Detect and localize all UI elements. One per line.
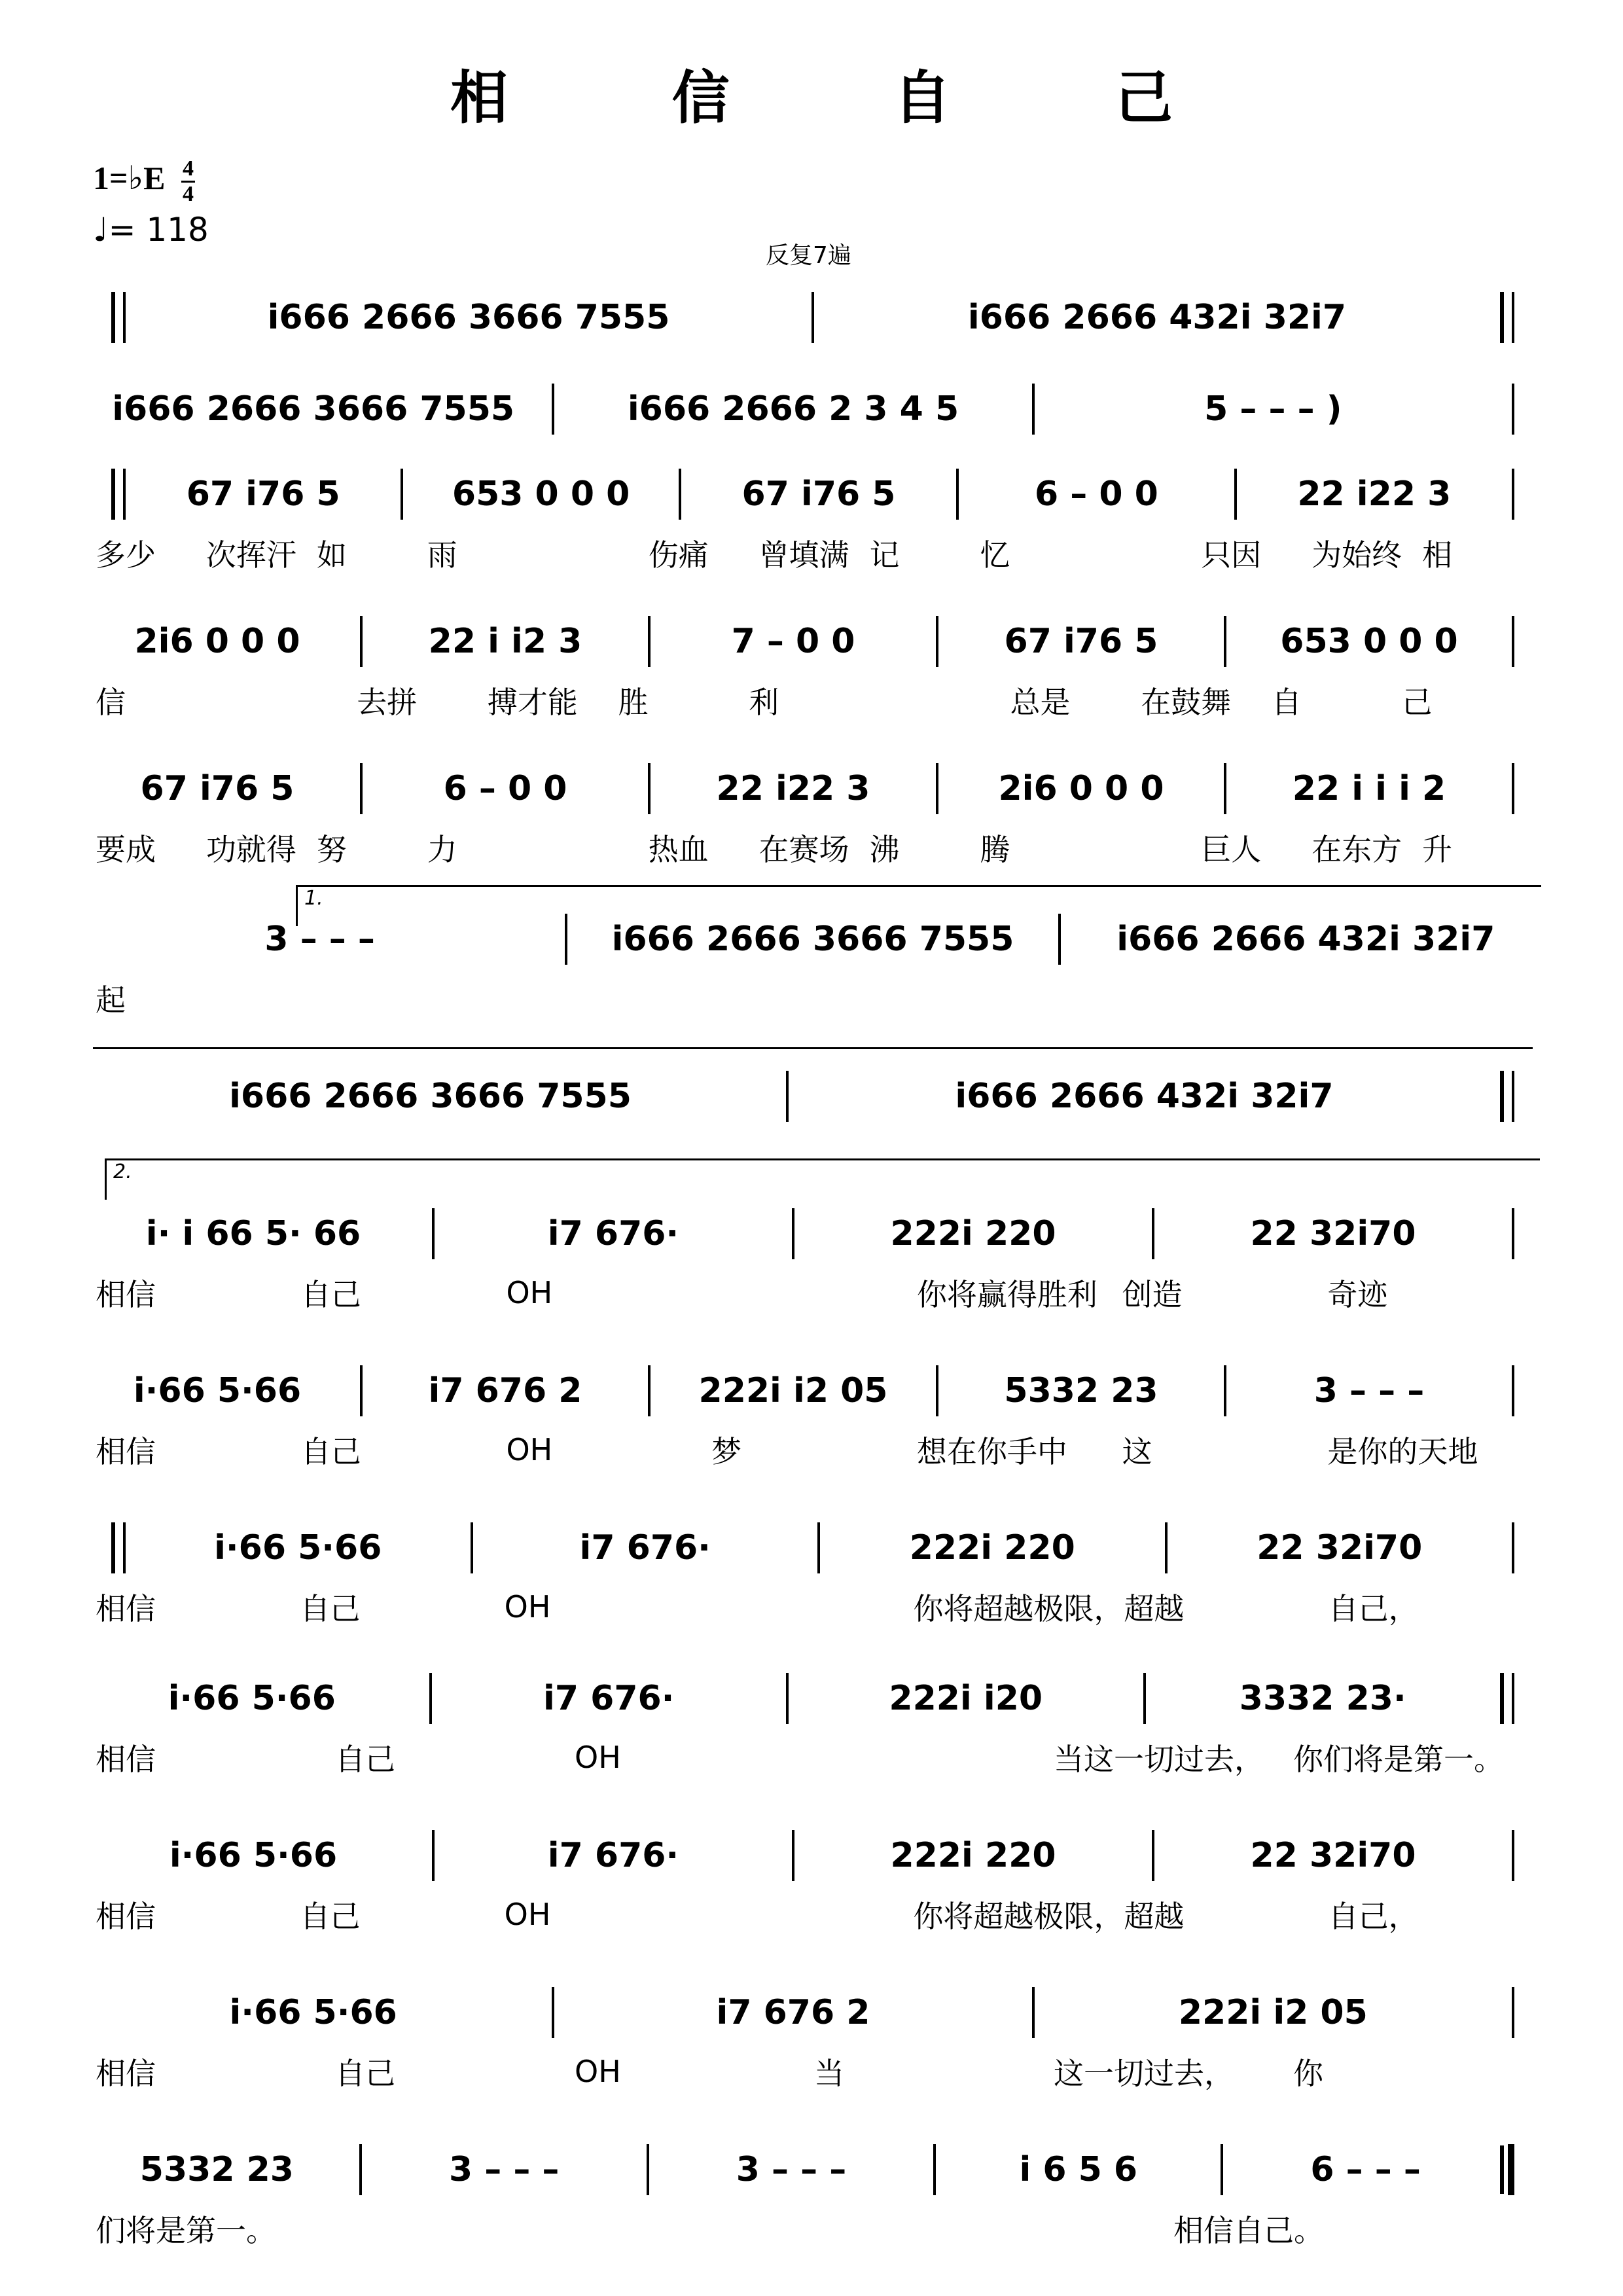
barline (648, 763, 651, 814)
barline (1221, 2144, 1223, 2195)
measure: i7 676· (547, 1836, 679, 1875)
lyric-word: 伤痛 (648, 537, 709, 573)
lyrics-line (93, 1584, 1533, 1630)
lyric-word: 自己 (335, 2056, 395, 2091)
measure: 653 0 0 0 (1280, 622, 1458, 661)
time-signature-top: 4 (181, 157, 195, 183)
measure: i·66 5·66 (169, 1836, 338, 1875)
lyric-word: 这一切过去， (1054, 2056, 1234, 2091)
barline (552, 1987, 554, 2038)
barline (360, 616, 363, 667)
barline (360, 1365, 363, 1416)
barline (786, 1071, 789, 1122)
barline (359, 2144, 362, 2195)
lyric-word: 自己 (300, 1591, 361, 1626)
barline (1512, 1987, 1514, 2038)
repeat-barline (111, 1522, 126, 1573)
barline (1152, 1208, 1154, 1259)
lyric-word: 相信 (96, 1591, 156, 1626)
measure: 7 – 0 0 (731, 622, 855, 661)
lyric-word: 记 (869, 537, 900, 573)
score-row (93, 1355, 1533, 1473)
lyric-word: 是你的天地 (1327, 1434, 1478, 1469)
lyric-word: 自己 (300, 1277, 361, 1312)
barline (956, 469, 959, 520)
notation-line (93, 1820, 1533, 1892)
lyric-word: OH (575, 1740, 621, 1775)
lyrics-line (93, 825, 1533, 870)
notation-line (93, 1198, 1533, 1270)
key-label: 1=♭E (93, 159, 166, 196)
lyric-word: 起 (96, 982, 126, 1018)
barline (401, 469, 403, 520)
lyric-word: 如 (316, 537, 347, 573)
measure: 2i6 0 0 0 (998, 769, 1164, 808)
lyrics-line (93, 1734, 1533, 1780)
measure: 67 i76 5 (1004, 622, 1158, 661)
lyric-word: 胜 (618, 685, 649, 720)
lyrics-line (93, 677, 1533, 723)
barline (1032, 384, 1035, 435)
measure: 2i6 0 0 0 (134, 622, 300, 661)
barline (817, 1522, 820, 1573)
measure: i7 676 2 (428, 1371, 582, 1410)
score-row (93, 1060, 1533, 1132)
barline (936, 763, 938, 814)
lyric-word: 奇迹 (1327, 1277, 1388, 1312)
lyric-word: 雨 (427, 537, 457, 573)
lyric-word: 腾 (980, 832, 1010, 867)
score-row (93, 458, 1533, 576)
measure: i7 676· (547, 1214, 679, 1253)
lyric-word: 搏才能 (487, 685, 578, 720)
barline (1512, 1365, 1514, 1416)
lyrics-line (93, 2206, 1533, 2251)
measure: 222i i2 05 (1178, 1993, 1368, 2032)
notation-line (93, 753, 1533, 825)
measure: i 6 5 6 (1019, 2150, 1138, 2189)
barline (1234, 469, 1237, 520)
barline (1512, 1522, 1514, 1573)
lyric-word: 梦 (711, 1434, 742, 1469)
lyric-word: 去拼 (357, 685, 418, 720)
barline (471, 1522, 473, 1573)
lyric-word: 多少 (96, 537, 156, 573)
repeat-barline (111, 469, 126, 520)
score-row (93, 1820, 1533, 1937)
lyric-word: 自己， (1328, 1591, 1419, 1626)
measure: 22 i22 3 (716, 769, 870, 808)
lyric-word: 你们将是第一。 (1293, 1742, 1504, 1777)
measure: i7 676· (579, 1528, 711, 1568)
barline (647, 2144, 649, 2195)
measure: 67 i76 5 (140, 769, 294, 808)
measure: 5332 23 (139, 2150, 294, 2189)
repeat-barline (1500, 292, 1514, 343)
key-signature (93, 157, 195, 206)
notation-line (93, 2134, 1533, 2206)
measure: i666 2666 3666 7555 (611, 920, 1014, 959)
lyrics-line (93, 1270, 1533, 1316)
barline (1224, 1365, 1226, 1416)
lyric-word: 力 (427, 832, 457, 867)
measure: 5 – – – ) (1204, 389, 1342, 429)
measure: 222i 220 (909, 1528, 1075, 1568)
measure: i666 2666 3666 7555 (267, 298, 670, 337)
measure: i·66 5·66 (229, 1993, 397, 2032)
measure: i· i 66 5· 66 (145, 1214, 361, 1253)
lyric-word: 沸 (869, 832, 900, 867)
notation-line (93, 458, 1533, 530)
lyric-word: OH (504, 1589, 551, 1624)
barline (1152, 1830, 1154, 1881)
final-barline (1508, 2144, 1514, 2195)
measure: i666 2666 432i 32i7 (1116, 920, 1495, 959)
barline (429, 1673, 432, 1724)
notation-line (93, 373, 1533, 445)
notation-line (93, 1977, 1533, 2049)
lyric-word: 利 (749, 685, 779, 720)
barline (812, 292, 814, 343)
barline (1224, 763, 1226, 814)
measure: 67 i76 5 (741, 475, 896, 514)
volta-2: 2. (105, 1158, 1540, 1200)
measure: i·66 5·66 (133, 1371, 302, 1410)
lyric-word: 要成 (96, 832, 156, 867)
lyric-word: OH (504, 1897, 551, 1932)
song-title: 相 信 自 己 (450, 63, 1245, 132)
lyric-word: 们将是第一。 (96, 2213, 276, 2248)
notation-line (93, 281, 1533, 353)
lyric-word: 次挥汗 (205, 537, 296, 573)
lyric-word: OH (506, 1275, 553, 1310)
measure: 22 32i70 (1257, 1528, 1423, 1568)
lyric-word: 想在你手中 (916, 1434, 1067, 1469)
barline (648, 616, 651, 667)
barline (1224, 616, 1226, 667)
lyric-word: 只因 (1201, 537, 1262, 573)
lyric-word: 功就得 (205, 832, 296, 867)
measure: i·66 5·66 (214, 1528, 382, 1568)
notation-line (93, 1662, 1533, 1734)
barline (792, 1830, 794, 1881)
time-signature-bottom: 4 (182, 182, 194, 206)
lyric-word: OH (575, 2054, 621, 2089)
lyrics-line (93, 1427, 1533, 1473)
measure: i7 676 2 (716, 1993, 870, 2032)
lyric-word: 超越 (1124, 1899, 1185, 1934)
lyric-word: 相信 (96, 1277, 156, 1312)
repeat-note: 反复7遍 (766, 242, 851, 269)
lyric-word: 在赛场 (758, 832, 849, 867)
repeat-barline (111, 292, 126, 343)
repeat-barline (1500, 1673, 1514, 1724)
measure: 6 – 0 0 (443, 769, 567, 808)
lyric-word: 相信 (96, 1899, 156, 1934)
measure: 3 – – – (264, 920, 375, 959)
barline (792, 1208, 794, 1259)
notation-line (93, 605, 1533, 677)
measure: i7 676· (543, 1679, 675, 1718)
lyric-word: 在东方 (1311, 832, 1402, 867)
measure: 222i i20 (889, 1679, 1043, 1718)
measure: 222i i2 05 (698, 1371, 888, 1410)
measure: i666 2666 432i 32i7 (955, 1077, 1334, 1116)
barline (432, 1208, 435, 1259)
barline (936, 616, 938, 667)
lyric-word: 己 (1402, 685, 1433, 720)
measure: 653 0 0 0 (452, 475, 630, 514)
measure: 6 – 0 0 (1034, 475, 1158, 514)
measure: i·66 5·66 (168, 1679, 336, 1718)
measure: 222i 220 (890, 1836, 1056, 1875)
measure: 22 i i2 3 (428, 622, 582, 661)
barline (1032, 1987, 1035, 2038)
score-row (93, 753, 1533, 870)
notation-line (93, 1512, 1533, 1584)
score-row (93, 1512, 1533, 1630)
lyrics-line (93, 530, 1533, 576)
lyric-word: 相信 (96, 1434, 156, 1469)
lyric-word: OH (506, 1432, 553, 1467)
lyric-word: 相 (1422, 537, 1453, 573)
barline (432, 1830, 435, 1881)
lyric-word: 自己， (1328, 1899, 1419, 1934)
barline (936, 1365, 938, 1416)
lyric-word: 相信 (96, 1742, 156, 1777)
lyric-word: 自己 (335, 1742, 395, 1777)
score-row (93, 1662, 1533, 1780)
barline (1143, 1673, 1146, 1724)
measure: 3 – – – (448, 2150, 560, 2189)
barline (1512, 616, 1514, 667)
barline (1512, 1830, 1514, 1881)
repeat-barline (1500, 1071, 1514, 1122)
lyric-word: 忆 (980, 537, 1010, 573)
score-row (93, 2134, 1533, 2251)
barline (360, 763, 363, 814)
lyric-word: 自己 (300, 1434, 361, 1469)
tempo-marking: ♩= 118 (93, 211, 209, 249)
lyric-word: 曾填满 (758, 537, 849, 573)
lyric-word: 热血 (648, 832, 709, 867)
measure: 5332 23 (1004, 1371, 1158, 1410)
volta-1: 1. (296, 885, 1541, 926)
barline (1512, 384, 1514, 435)
measure: 67 i76 5 (186, 475, 340, 514)
measure: 3 – – – (736, 2150, 847, 2189)
lyric-word: 为始终 (1311, 537, 1402, 573)
measure: 3 – – – (1313, 1371, 1425, 1410)
measure: i666 2666 2 3 4 5 (627, 389, 959, 429)
lyric-word: 你将超越极限， (913, 1899, 1124, 1934)
notation-line (93, 1355, 1533, 1427)
volta-1-continuation-line (93, 1047, 1533, 1049)
barline (679, 469, 681, 520)
lyric-word: 自 (1271, 685, 1302, 720)
measure: 22 i i i 2 (1292, 769, 1446, 808)
measure: i666 2666 3666 7555 (112, 389, 515, 429)
time-signature (181, 157, 195, 206)
lyric-word: 超越 (1124, 1591, 1185, 1626)
lyric-word: 你 (1293, 2056, 1323, 2091)
notation-line (93, 1060, 1533, 1132)
barline (786, 1673, 789, 1724)
lyric-word: 你将赢得胜利 (916, 1277, 1097, 1312)
score-row (93, 1977, 1533, 2094)
score-row (93, 373, 1533, 445)
measure: 6 – – – (1310, 2150, 1421, 2189)
barline (1165, 1522, 1168, 1573)
lyric-word: 相信 (96, 2056, 156, 2091)
barline (1512, 469, 1514, 520)
lyric-word: 当这一切过去， (1054, 1742, 1264, 1777)
barline (1512, 763, 1514, 814)
barline (1512, 1208, 1514, 1259)
lyrics-line (93, 2049, 1533, 2094)
lyric-word: 信 (96, 685, 126, 720)
measure: 22 32i70 (1250, 1214, 1416, 1253)
lyric-word: 当 (814, 2056, 844, 2091)
measure: 22 32i70 (1250, 1836, 1416, 1875)
lyrics-line (93, 1892, 1533, 1937)
barline (933, 2144, 936, 2195)
lyric-word: 创造 (1122, 1277, 1183, 1312)
lyric-word: 你将超越极限， (913, 1591, 1124, 1626)
barline (552, 384, 554, 435)
lyric-word: 升 (1422, 832, 1453, 867)
score-row (93, 605, 1533, 723)
measure: 3332 23· (1239, 1679, 1406, 1718)
measure: 22 i22 3 (1297, 475, 1452, 514)
score-row (93, 281, 1533, 353)
lyric-word: 总是 (1010, 685, 1071, 720)
lyric-word: 在鼓舞 (1141, 685, 1232, 720)
lyric-word: 努 (316, 832, 347, 867)
lyric-word: 自己 (300, 1899, 361, 1934)
barline (648, 1365, 651, 1416)
measure: 222i 220 (890, 1214, 1056, 1253)
score-row (93, 1198, 1533, 1316)
lyric-word: 相信自己。 (1173, 2213, 1324, 2248)
measure: i666 2666 3666 7555 (229, 1077, 632, 1116)
measure: i666 2666 432i 32i7 (967, 298, 1347, 337)
lyric-word: 这 (1122, 1434, 1152, 1469)
lyrics-line (93, 975, 1533, 1021)
lyric-word: 巨人 (1201, 832, 1262, 867)
